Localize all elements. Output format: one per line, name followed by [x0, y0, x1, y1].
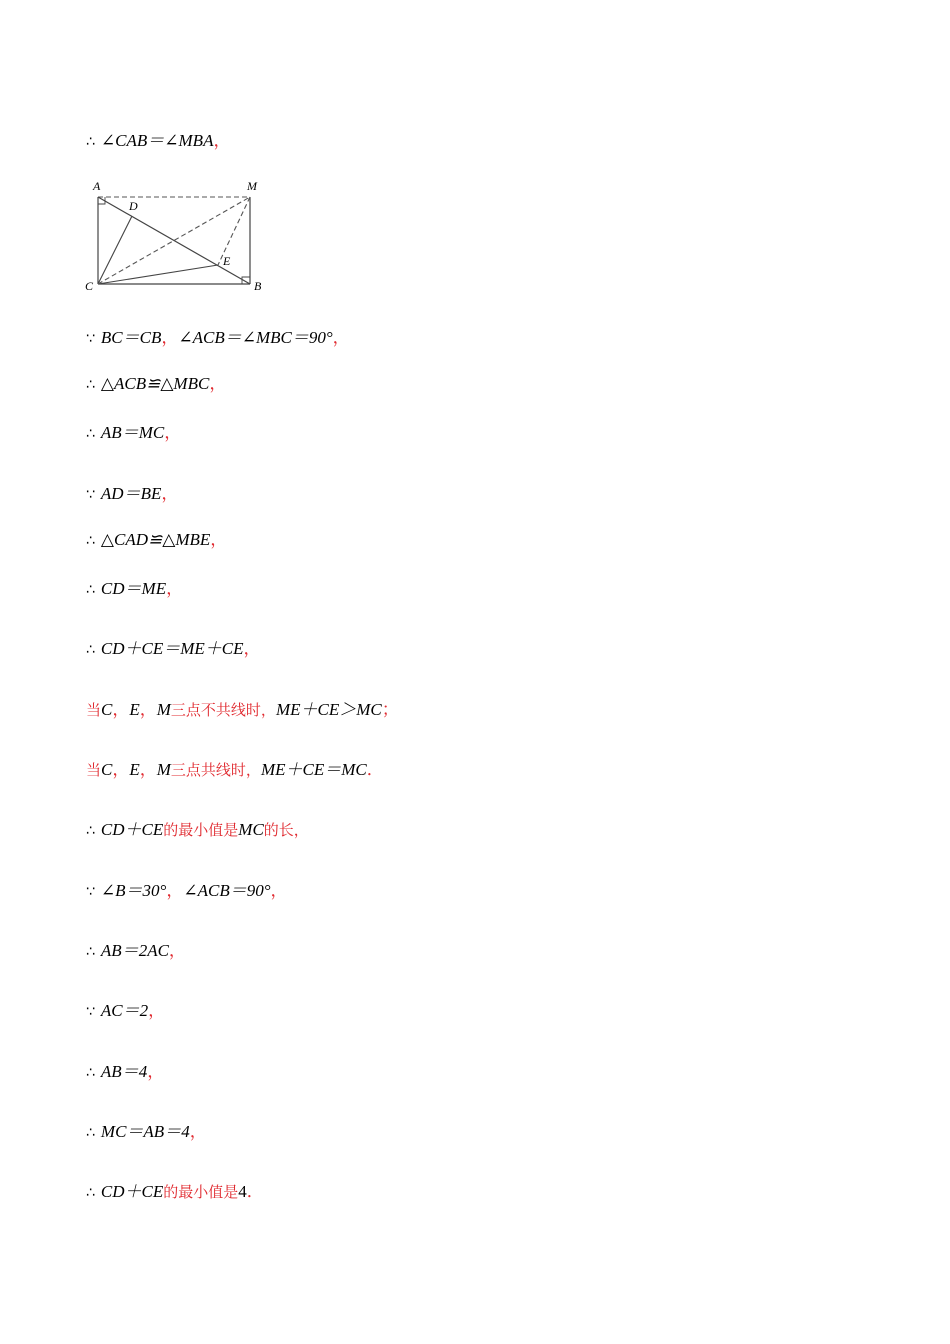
- because-symbol: ∵: [86, 1004, 95, 1020]
- point-M: M: [156, 700, 171, 719]
- point-M: M: [156, 760, 171, 779]
- proof-line-16: [86, 1120, 207, 1144]
- label-A: A: [93, 179, 101, 193]
- math-expression: CD＝ME: [100, 579, 167, 598]
- math-expression: CD＋CE: [100, 820, 164, 839]
- math-expression-2: MC: [238, 820, 264, 839]
- proof-line-14: [86, 999, 165, 1023]
- condition-text: 三点不共线时，: [170, 701, 276, 719]
- punctuation: ，: [210, 530, 228, 549]
- text-min-value: 的最小值是: [163, 1183, 239, 1201]
- punctuation: ．: [366, 760, 384, 779]
- therefore-symbol: ∴: [86, 582, 95, 598]
- punctuation: ，: [243, 639, 261, 658]
- therefore-symbol: ∴: [86, 377, 95, 393]
- math-expression: ∠CAB＝∠MBA: [100, 131, 214, 150]
- math-expression: ME＋CE＞MC: [275, 700, 382, 719]
- comma: ，: [112, 760, 130, 779]
- math-expression: AD＝BE: [100, 484, 162, 503]
- point-C: C: [101, 760, 113, 779]
- point-E: E: [129, 760, 140, 779]
- punctuation: ，: [270, 881, 288, 900]
- because-symbol: ∵: [86, 487, 95, 503]
- label-C: C: [85, 279, 94, 293]
- label-E: E: [223, 254, 231, 268]
- label-B: B: [254, 279, 262, 293]
- separator: ，: [161, 328, 179, 347]
- proof-line-10: [86, 758, 384, 782]
- text-dang: 当: [86, 761, 102, 779]
- therefore-symbol: ∴: [86, 823, 95, 839]
- math-expression: CD＋CE＝ME＋CE: [100, 639, 244, 658]
- point-E: E: [129, 700, 140, 719]
- proof-line-12: [86, 879, 288, 903]
- punctuation: ，: [168, 941, 186, 960]
- punctuation: ；: [381, 700, 399, 719]
- label-D: D: [129, 199, 138, 213]
- math-expression: BC＝CB: [100, 328, 162, 347]
- text-length: 的长，: [263, 821, 309, 839]
- punctuation: ，: [213, 131, 231, 150]
- proof-line-6: [86, 528, 227, 552]
- punctuation: ．: [246, 1182, 264, 1201]
- therefore-symbol: ∴: [86, 1125, 95, 1141]
- math-expression-2: ∠ACB＝90°: [183, 881, 271, 900]
- condition-text: 三点共线时，: [170, 761, 261, 779]
- math-expression: △ACB≌△MBC: [100, 374, 210, 393]
- text-dang: 当: [86, 701, 102, 719]
- punctuation: ，: [147, 1062, 165, 1081]
- segment-CE: [98, 265, 218, 284]
- math-expression: AB＝MC: [100, 423, 165, 442]
- therefore-symbol: ∴: [86, 533, 95, 549]
- proof-line-17: [86, 1180, 264, 1204]
- punctuation: ，: [148, 1001, 166, 1020]
- math-expression: CD＋CE: [100, 1182, 164, 1201]
- therefore-symbol: ∴: [86, 1065, 95, 1081]
- proof-line-8: [86, 637, 261, 661]
- math-expression: ME＋CE＝MC: [260, 760, 367, 779]
- math-expression: AC＝2: [100, 1001, 149, 1020]
- therefore-symbol: ∴: [86, 426, 95, 442]
- punctuation: ，: [166, 579, 184, 598]
- final-value: 4: [238, 1182, 247, 1201]
- punctuation: ，: [332, 328, 350, 347]
- therefore-symbol: ∴: [86, 642, 95, 658]
- comma: ，: [139, 760, 157, 779]
- proof-line-5: [86, 482, 178, 506]
- label-M: M: [247, 179, 257, 193]
- proof-line-11: [86, 818, 309, 842]
- math-expression-2: ∠ACB＝∠MBC＝90°: [178, 328, 333, 347]
- math-expression: △CAD≌△MBE: [100, 530, 211, 549]
- therefore-symbol: ∴: [86, 134, 95, 150]
- proof-line-15: [86, 1060, 164, 1084]
- geometry-figure: [82, 175, 272, 295]
- proof-line-7: [86, 577, 183, 601]
- proof-line-9: [86, 698, 399, 722]
- proof-line-3: [86, 372, 226, 396]
- proof-line-13: [86, 939, 186, 963]
- punctuation: ，: [209, 374, 227, 393]
- math-expression: AB＝2AC: [100, 941, 169, 960]
- proof-line-1: [86, 129, 230, 153]
- separator: ，: [166, 881, 184, 900]
- math-expression: AB＝4: [100, 1062, 148, 1081]
- because-symbol: ∵: [86, 884, 95, 900]
- math-expression: ∠B＝30°: [100, 881, 167, 900]
- comma: ，: [139, 700, 157, 719]
- punctuation: ，: [189, 1122, 207, 1141]
- because-symbol: ∵: [86, 331, 95, 347]
- text-min-value: 的最小值是: [163, 821, 239, 839]
- punctuation: ，: [161, 484, 179, 503]
- proof-line-2: [86, 326, 350, 350]
- comma: ，: [112, 700, 130, 719]
- punctuation: ，: [164, 423, 182, 442]
- therefore-symbol: ∴: [86, 1185, 95, 1201]
- math-expression: MC＝AB＝4: [100, 1122, 190, 1141]
- proof-line-4: [86, 421, 181, 445]
- therefore-symbol: ∴: [86, 944, 95, 960]
- point-C: C: [101, 700, 113, 719]
